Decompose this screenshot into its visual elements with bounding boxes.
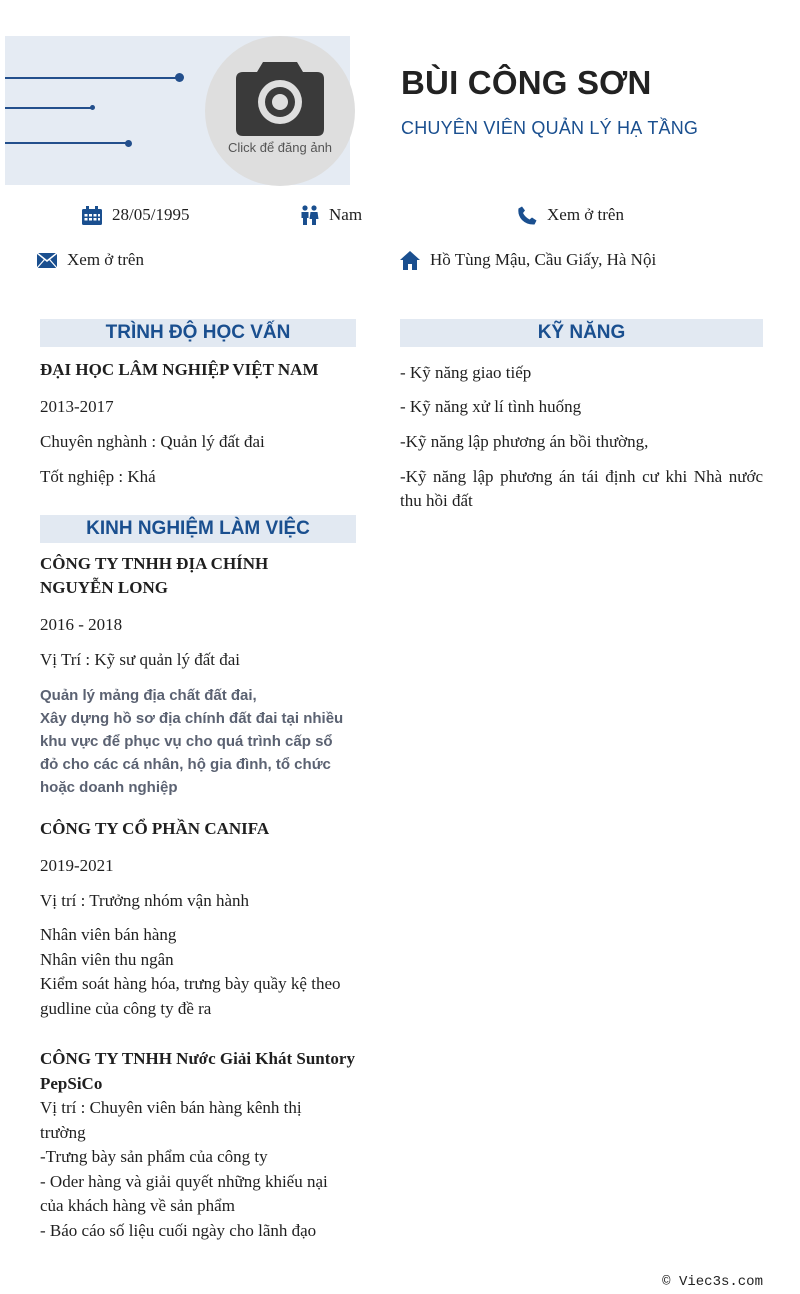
job2-years: 2019-2021 [40, 856, 114, 875]
job3-desc-line: - Báo cáo số liệu cuối ngày cho lãnh đạo [40, 1220, 317, 1240]
job2-company: CÔNG TY CỔ PHẦN CANIFA [40, 819, 270, 838]
job2-desc-line: Kiểm soát hàng hóa, trưng bày quầy kệ theo gudline của công ty đề ra [40, 974, 341, 1019]
job1-desc-line: Quản lý mảng địa chất đất đai, [40, 687, 257, 704]
candidate-name: BÙI CÔNG SƠN [401, 64, 652, 101]
education-school: ĐẠI HỌC LÂM NGHIỆP VIỆT NAM [40, 360, 319, 379]
photo-upload-button[interactable] [205, 36, 355, 186]
job3-description [40, 1096, 348, 1244]
people-icon [300, 205, 319, 225]
address-field [400, 250, 656, 270]
home-icon [400, 251, 420, 270]
birthday-value: 28/05/1995 [112, 205, 190, 224]
job1-years: 2016 - 2018 [40, 615, 123, 634]
job3-desc-line: - Oder hàng và giải quyết những khiếu nại của khách hàng về sản phẩm [40, 1171, 328, 1216]
education-heading: TRÌNH ĐỘ HỌC VẤN [40, 319, 356, 347]
skill-item: - Kỹ năng xử lí tình huống [400, 397, 582, 416]
job1-position: Vị Trí : Kỹ sư quản lý đất đai [40, 650, 240, 669]
decor-dot [90, 105, 95, 110]
job1-description [40, 684, 350, 799]
email-field [37, 250, 144, 270]
education-grade: Tốt nghiệp : Khá [40, 467, 156, 486]
job1-company: CÔNG TY TNHH ĐỊA CHÍNH NGUYỄN LONG [40, 554, 269, 597]
gender-field [300, 205, 362, 225]
birthday-field [82, 205, 189, 225]
photo-caption: Click để đăng ảnh [227, 140, 333, 155]
job3-desc-line: Vị trí : Chuyên viên bán hàng kênh thị trường [40, 1098, 302, 1142]
camera-icon [235, 58, 325, 136]
job2-desc-line: Nhân viên bán hàng [40, 925, 177, 944]
phone-field [518, 205, 624, 225]
envelope-icon [37, 253, 57, 268]
experience-heading: KINH NGHIỆM LÀM VIỆC [40, 515, 356, 543]
skill-item: -Kỹ năng lập phương án tái định cư khi Nhà nước thu hồi đất [400, 467, 763, 510]
decor-line [5, 142, 129, 144]
job3-desc-line: -Trưng bày sản phẩm của công ty [40, 1147, 268, 1167]
gender-value: Nam [329, 205, 363, 224]
job2-position: Vị trí : Trưởng nhóm vận hành [40, 891, 249, 910]
decor-dot [175, 73, 184, 82]
phone-value: Xem ở trên [547, 205, 624, 224]
decor-line [5, 77, 180, 79]
education-years: 2013-2017 [40, 397, 114, 416]
decor-dot [125, 140, 132, 147]
email-value: Xem ở trên [67, 250, 144, 269]
skills-heading: KỸ NĂNG [400, 319, 763, 347]
job-title: CHUYÊN VIÊN QUẢN LÝ HẠ TẦNG [401, 118, 699, 138]
decor-line [5, 107, 93, 109]
phone-icon [518, 206, 537, 225]
skill-item: - Kỹ năng giao tiếp [400, 363, 532, 382]
copyright-text: © Viec3s.com [662, 1274, 763, 1290]
skill-item: -Kỹ năng lập phương án bồi thường, [400, 432, 649, 451]
job3-company: CÔNG TY TNHH Nước Giải Khát Suntory PepSiCo [40, 1049, 355, 1093]
education-major: Chuyên nghành : Quản lý đất đai [40, 432, 265, 451]
job2-description [40, 923, 348, 1022]
job2-desc-line: Nhân viên thu ngân [40, 949, 174, 969]
address-value: Hồ Tùng Mậu, Cầu Giấy, Hà Nội [430, 250, 657, 269]
calendar-icon [82, 206, 102, 225]
job1-desc-line: Xây dựng hồ sơ địa chính đất đai tại nhiều khu vực để phục vụ cho quá trình cấp sổ đỏ cho các cá nhân, hộ gia đình, tổ chức hoặc doanh nghiệp [40, 710, 344, 796]
